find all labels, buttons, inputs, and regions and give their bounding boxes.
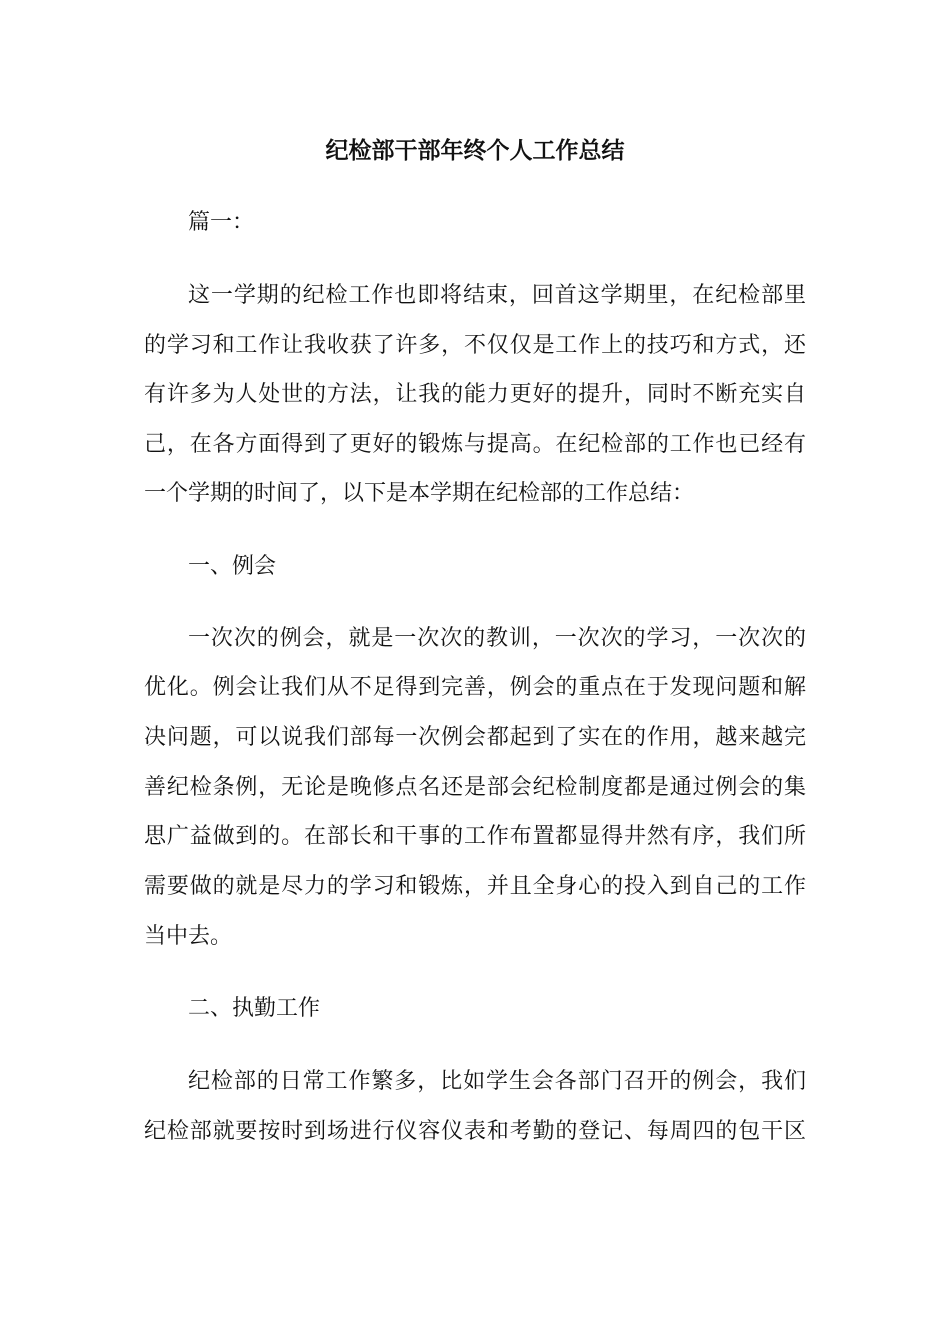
- paragraph-line: 的学习和工作让我收获了许多，不仅仅是工作上的技巧和方式，还: [144, 333, 806, 358]
- document-title: 纪检部干部年终个人工作总结: [325, 138, 625, 164]
- paragraph-line: 优化。例会让我们从不足得到完善，例会的重点在于发现问题和解: [144, 675, 806, 700]
- paragraph-line: 善纪检条例，无论是晚修点名还是部会纪检制度都是通过例会的集: [144, 775, 806, 800]
- paragraph-line: 有许多为人处世的方法，让我的能力更好的提升，同时不断充实自: [144, 382, 806, 407]
- paragraph-line: 当中去。: [144, 924, 233, 949]
- paragraph-line: 决问题，可以说我们部每一次例会都起到了实在的作用，越来越完: [144, 725, 806, 750]
- section-heading: 一、例会: [188, 554, 277, 579]
- paragraph-line: 思广益做到的。在部长和干事的工作布置都显得井然有序，我们所: [144, 824, 806, 849]
- paragraph-line: 纪检部的日常工作繁多，比如学生会各部门召开的例会，我们: [188, 1069, 806, 1094]
- section-label: 篇一：: [188, 210, 255, 235]
- paragraph-line: 这一学期的纪检工作也即将结束，回首这学期里，在纪检部里: [188, 283, 806, 308]
- paragraph-line: 纪检部就要按时到场进行仪容仪表和考勤的登记、每周四的包干区: [144, 1119, 806, 1144]
- paragraph-line: 需要做的就是尽力的学习和锻炼，并且全身心的投入到自己的工作: [144, 874, 806, 899]
- paragraph-line: 一个学期的时间了，以下是本学期在纪检部的工作总结：: [144, 481, 695, 506]
- section-heading: 二、执勤工作: [188, 996, 321, 1021]
- paragraph-line: 己，在各方面得到了更好的锻炼与提高。在纪检部的工作也已经有: [144, 432, 806, 457]
- paragraph-line: 一次次的例会，就是一次次的教训，一次次的学习，一次次的: [188, 626, 806, 651]
